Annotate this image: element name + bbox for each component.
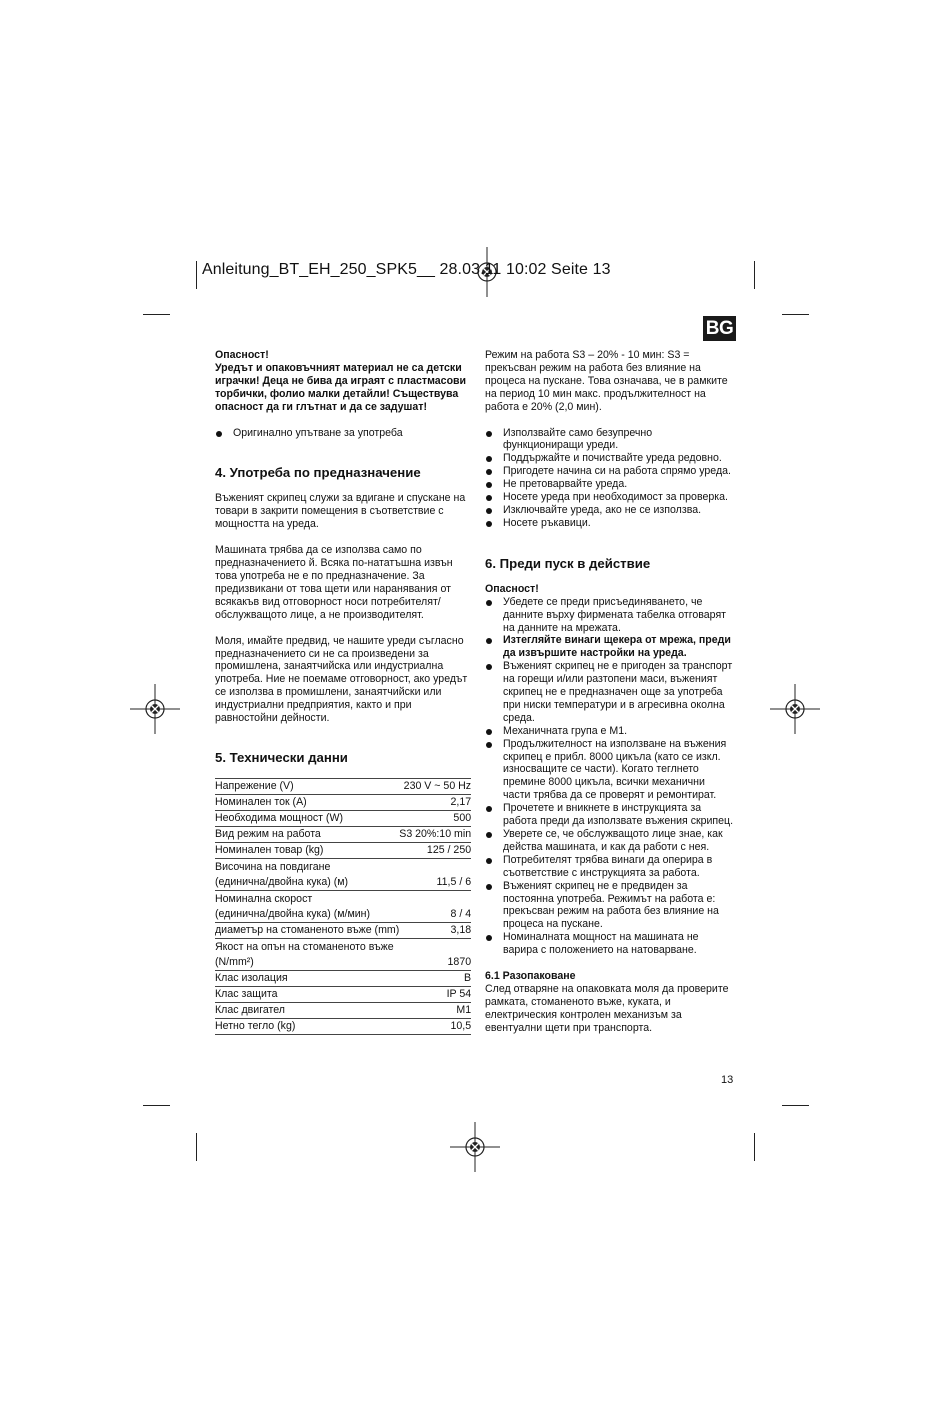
table-row (215, 907, 471, 923)
spec-label: Вид режим на работа (215, 826, 399, 842)
paragraph: След отваряне на опаковката моля да проверите рамката, стоманеното въже, куката, и електрическия контролен механизъм за евентуални щети при транспорта. (485, 982, 729, 1034)
list-item: Прочетете и вникнете в инструкцията за работа преди да използвате въжения скрипец. (485, 802, 735, 828)
spec-value: 11,5 / 6 (399, 875, 471, 891)
table-row (215, 794, 471, 810)
left-column (215, 349, 472, 1035)
table-row (215, 1002, 471, 1018)
list-item: Изтегляйте винаги щекера от мрежа, преди да извършите настройки на уреда. (485, 634, 735, 660)
list-item: Продължителност на използване на въжения скрипец е прибл. 8000 цикъла (като се изкл. износващите се части). Когато теглнето премине 8000 цикъла, всички механични части трябва да се проверят и ремонтират. (485, 738, 735, 803)
list-item: Механичната група е M1. (485, 725, 735, 738)
registration-mark-icon (130, 684, 180, 734)
section-5-title: 5. Технически данни (215, 749, 348, 765)
list-item: Поддържайте и почиствайте уреда редовно. (485, 452, 735, 465)
paragraph: Моля, имайте предвид, че нашите уреди съгласно предназначението си не са произведени за промишлена, занаятчийска или индустриална употреба. Ние не поемаме отговорност, ако уредът се използва в промишлени, занаятчийски или индустриални предприятия, както и при равностойни дейности. (215, 634, 468, 725)
list-item: Изключвайте уреда, ако не се използва. (485, 504, 735, 517)
registration-mark-icon (450, 1122, 500, 1172)
crop-mark (782, 314, 809, 315)
table-row (215, 778, 471, 794)
spec-label: Необходима мощност (W) (215, 810, 399, 826)
spec-value (399, 938, 471, 955)
section-6-title: 6. Преди пуск в действие (485, 555, 651, 571)
spec-label: (единична/двойна кука) (м/мин) (215, 907, 399, 923)
crop-mark (143, 314, 170, 315)
table-row (215, 810, 471, 826)
spec-label: диаметър на стоманеното въже (mm) (215, 922, 399, 938)
operating-mode-text: Режим на работа S3 – 20% - 10 мин: S3 = прекъсван режим на работа без влияние на процеса на пускане. Това означава, че в рамките на период 10 мин макс. продължителност на работа е 20% (2,0 мин). (485, 349, 728, 413)
spec-value: 230 V ~ 50 Hz (399, 778, 471, 794)
spec-value: M1 (399, 1002, 471, 1018)
spec-value: IP 54 (399, 986, 471, 1002)
spec-value: 8 / 4 (399, 907, 471, 923)
usage-list (485, 427, 735, 530)
list-item: Потребителят трябва винаги да оперира в съответствие с инструкцията за работа. (485, 854, 735, 880)
spec-label: (единична/двойна кука) (м) (215, 875, 399, 891)
spec-value: B (399, 970, 471, 986)
spec-value: 125 / 250 (399, 842, 471, 858)
spec-label: (N/mm²) (215, 955, 399, 971)
spec-value (399, 890, 471, 907)
language-badge: BG (703, 316, 736, 341)
section-6-1-title: 6.1 Разопаковане (485, 970, 576, 983)
crop-mark (754, 261, 755, 289)
table-row (215, 955, 471, 971)
spec-value: 10,5 (399, 1018, 471, 1034)
list-item: Носете уреда при необходимост за проверка. (485, 491, 735, 504)
table-row (215, 986, 471, 1002)
spec-label: Нетно тегло (kg) (215, 1018, 399, 1034)
spec-value: 500 (399, 810, 471, 826)
spec-label: Клас изолация (215, 970, 399, 986)
list-item: Носете ръкавици. (485, 517, 735, 530)
spec-label: Номинална скорост (215, 892, 313, 905)
list-item: Използвайте само безупречно функциониращи уреди. (485, 427, 735, 453)
spec-label: Клас двигател (215, 1002, 399, 1018)
warning-title: Опасност! (485, 582, 539, 595)
spec-label: Клас защита (215, 986, 399, 1002)
table-row (215, 970, 471, 986)
list-item: Уверете се, че обслужващото лице знае, как действа машината, и как да работи с нея. (485, 828, 735, 854)
list-item: Убедете се преди присъединяването, че данните върху фирмената табелка отговарят на данните на мрежата. (485, 596, 735, 635)
warning-title: Опасност! (215, 349, 269, 361)
spec-value: S3 20%:10 min (399, 826, 471, 842)
list-item: Номиналната мощност на машината не варира с положението на натоварване. (485, 931, 735, 957)
crop-mark (782, 1105, 809, 1106)
page-number: 13 (721, 1074, 734, 1086)
table-row (215, 875, 471, 891)
safety-list (485, 596, 735, 957)
spec-label: Якост на опън на стоманеното въже (215, 940, 394, 953)
spec-value (399, 858, 471, 875)
section-4-title: 4. Употреба по предназначение (215, 465, 421, 481)
spec-label: Височина на повдигане (215, 860, 331, 873)
paragraph: Машината трябва да се използва само по предназначението й. Всяка по-нататъшна извън това употреба не е по предназначение. За предизвикани от това щети или наранявания от всякакъв вид отговорност носи потребителят/обслужващото лице, а не производителят. (215, 544, 453, 621)
paragraph: Въженият скрипец служи за вдигане и спускане на товари в закрити помещения в съответствие с мощността на уреда. (215, 492, 466, 531)
spec-value: 3,18 (399, 922, 471, 938)
table-row (215, 842, 471, 858)
crop-mark (754, 1133, 755, 1161)
table-row (215, 922, 471, 938)
warning-text: Уредът и опаковъчният материал не са детски играчки! Деца не бива да играят с пластмасови торбички, фолио малки детайли! Съществува опасност да ги глътнат и да се задушат! (215, 361, 467, 413)
crop-mark (196, 261, 197, 289)
crop-mark (196, 1133, 197, 1161)
list-item: Въженият скрипец не е предвиден за постоянна употреба. Режимът на работа е: прекъсван режим на работа без влияние на процеса на пускане. (485, 880, 735, 932)
table-row (215, 938, 471, 955)
spec-table (215, 778, 471, 1035)
table-row (215, 826, 471, 842)
crop-mark (143, 1105, 170, 1106)
table-row (215, 1018, 471, 1034)
print-slug-header: Anleitung_BT_EH_250_SPK5__ 28.03.11 10:02 Seite 13 (202, 261, 611, 278)
spec-label: Номинален товар (kg) (215, 842, 399, 858)
table-row (215, 890, 471, 907)
spec-label: Напрежение (V) (215, 778, 399, 794)
table-row (215, 858, 471, 875)
registration-mark-icon (770, 684, 820, 734)
list-item: Оригинално упътване за употреба (215, 427, 469, 440)
spec-value: 2,17 (399, 794, 471, 810)
list-item: Въженият скрипец не е пригоден за транспорт на горещи и/или разтопени маси, въженият скрипец не е предназначен още за употреба при ниски температури и в агресивна околна среда. (485, 660, 735, 725)
right-column (485, 349, 735, 1035)
list-item: Пригодете начина си на работа спрямо уреда. (485, 465, 735, 478)
spec-value: 1870 (399, 955, 471, 971)
spec-label: Номинален ток (A) (215, 794, 399, 810)
list-item: Не претоварвайте уреда. (485, 478, 735, 491)
